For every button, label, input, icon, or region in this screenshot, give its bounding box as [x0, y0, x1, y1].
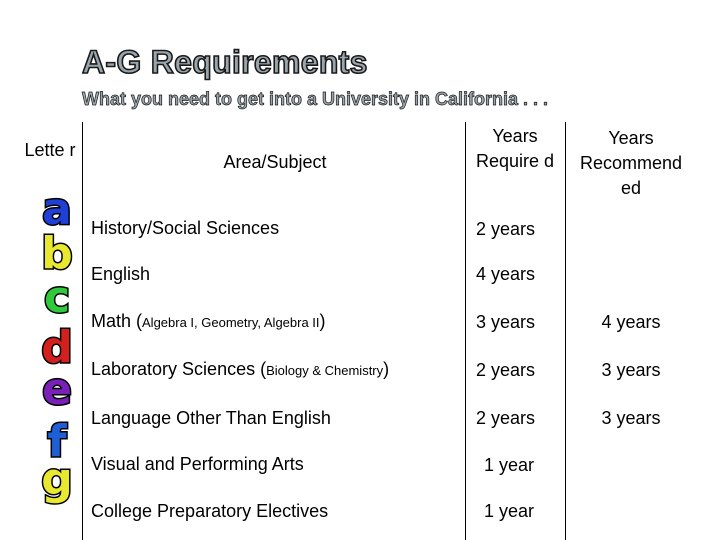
- column-divider: [465, 122, 466, 540]
- column-divider: [565, 122, 566, 540]
- subject-math-close: ): [319, 311, 326, 331]
- letter-d: d: [41, 322, 73, 373]
- letter-e: e: [42, 364, 72, 415]
- column-divider: [82, 122, 83, 540]
- subject-lab-close: ): [383, 359, 390, 379]
- subject-english: English: [91, 264, 151, 284]
- subject-college-preparatory-electives: College Preparatory Electives: [91, 501, 329, 521]
- header-years-required: Years Require d: [475, 126, 555, 171]
- subject-lab-courses: Biology & Chemistry: [266, 363, 384, 378]
- years-recommended-c: 4 years: [601, 312, 661, 332]
- subject-language-other-than-english: Language Other Than English: [91, 408, 331, 428]
- subject-history-social-sciences: History/Social Sciences: [91, 218, 280, 238]
- letter-c: c: [43, 272, 71, 323]
- header-area-subject: Area/Subject: [223, 152, 327, 172]
- letter-g: g: [41, 454, 73, 505]
- subject-math-courses: Algebra I, Geometry, Algebra II: [142, 315, 320, 330]
- years-required-a: 2 years: [476, 219, 536, 239]
- letter-a: a: [42, 184, 72, 235]
- letter-f: f: [47, 416, 67, 467]
- subject-lab-label: Laboratory Sciences (: [91, 359, 267, 379]
- years-required-g: 1 year: [484, 501, 535, 521]
- letter-b: b: [41, 228, 73, 279]
- years-required-d: 2 years: [476, 360, 536, 380]
- page-subtitle: What you need to get into a University in California . . .: [82, 89, 549, 109]
- years-required-c: 3 years: [476, 312, 536, 332]
- header-letter: Lette r: [24, 140, 76, 160]
- subject-math: [91, 309, 326, 335]
- subject-visual-performing-arts: Visual and Performing Arts: [91, 454, 304, 474]
- years-required-f: 1 year: [484, 455, 535, 475]
- page-title: A-G Requirements: [82, 44, 368, 80]
- subject-laboratory-sciences: [91, 357, 389, 383]
- subject-math-label: Math (: [91, 311, 143, 331]
- years-recommended-e: 3 years: [601, 408, 661, 428]
- years-recommended-d: 3 years: [601, 360, 661, 380]
- header-years-recommended: Years Recommend ed: [579, 128, 683, 198]
- years-required-e: 2 years: [476, 408, 536, 428]
- years-required-b: 4 years: [476, 264, 536, 284]
